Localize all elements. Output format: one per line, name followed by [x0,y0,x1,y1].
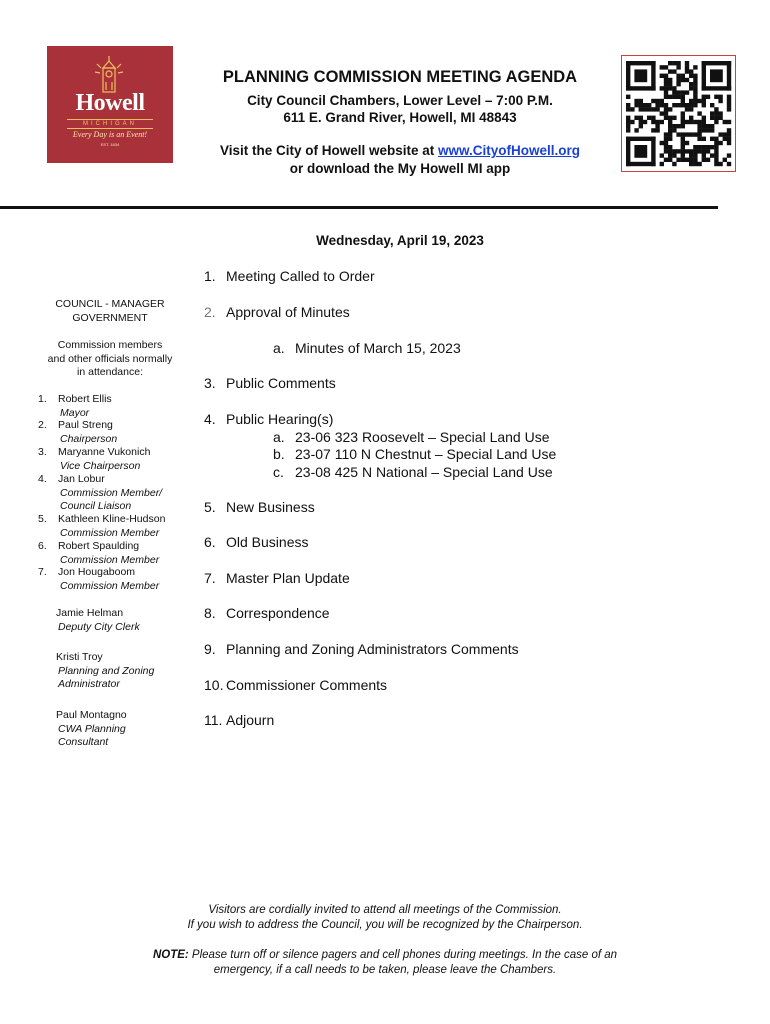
meeting-date: Wednesday, April 19, 2023 [316,233,484,248]
member-role: Council Liaison [60,500,132,512]
attend-line2: and other officials normally [47,352,173,365]
government-type [40,298,180,325]
download-line: or download the My Howell MI app [289,161,511,176]
agenda-num: 3. [204,375,216,391]
staff-item [56,709,196,750]
agenda-num: 4. [204,411,216,427]
member-num: 5. [38,513,47,525]
agenda-text: Planning and Zoning Administrators Comments [226,641,519,657]
subitem-text: 23-07 110 N Chestnut – Special Land Use [295,446,557,462]
member-role: Commission Member [60,579,160,592]
member-item [38,473,198,514]
footer-note-line2: emergency, if a call needs to be taken, please leave the Chambers. [213,964,557,976]
agenda-text: New Business [226,499,315,515]
member-name: Robert Ellis [58,393,112,405]
member-role: Commission Member/ [60,486,163,499]
agenda-num: 9. [204,641,216,657]
member-role: Vice Chairperson [60,459,141,472]
subitem-num: a. [273,340,285,356]
agenda-item [204,268,375,284]
location-line1: City Council Chambers, Lower Level – 7:00 P.M. [247,93,553,108]
attendance-note [40,339,180,380]
agenda-num: 7. [204,570,216,586]
member-name: Robert Spaulding [58,540,140,552]
gov-line2: GOVERNMENT [72,311,148,324]
agenda-num: 6. [204,534,216,550]
member-num: 3. [38,446,47,458]
staff-item [56,651,196,692]
agenda-subitem [273,446,556,462]
logo-name: Howell [75,90,145,116]
gov-line1: COUNCIL - MANAGER [55,298,165,310]
footer-line1: Visitors are cordially invited to attend all meetings of the Commission. [208,904,562,916]
agenda-item [204,534,308,550]
agenda-item [204,570,350,586]
agenda-text: Old Business [226,534,309,550]
subitem-num: a. [273,429,285,445]
note-label: NOTE: [152,949,189,961]
member-item [38,566,198,593]
member-role: Chairperson [60,432,118,445]
agenda-item [204,375,336,391]
agenda-item [204,499,315,515]
staff-role: CWA Planning [58,722,126,735]
logo-tagline: Every Day is an Event! [72,130,148,139]
staff-name: Kristi Troy [56,651,103,663]
agenda-text: Master Plan Update [226,570,350,586]
member-role: Commission Member [60,553,160,566]
page-title: PLANNING COMMISSION MEETING AGENDA [222,68,578,86]
agenda-text: Adjourn [226,712,275,728]
agenda-text: Commissioner Comments [226,677,388,693]
member-item [38,446,198,473]
agenda-item [204,641,519,657]
website-link[interactable]: www.CityofHowell.org [438,143,581,158]
agenda-num: 11. [204,712,223,728]
footer-note [0,949,770,961]
member-item [38,513,198,540]
subitem-text: Minutes of March 15, 2023 [295,340,461,356]
visit-prefix: Visit the City of Howell website at [219,143,439,158]
staff-role: Consultant [58,736,109,748]
agenda-text: Correspondence [226,605,330,621]
howell-logo [47,46,173,163]
logo-state: MICHIGAN [67,119,153,129]
agenda-item [204,411,333,427]
qr-code[interactable] [621,55,736,172]
member-num: 2. [38,419,47,431]
staff-name: Jamie Helman [56,607,124,619]
note-text: Please turn off or silence pagers and cell phones during meetings. In the case of an [188,949,618,961]
member-name: Kathleen Kline-Hudson [58,513,166,525]
header-divider [0,206,718,209]
member-num: 7. [38,566,47,578]
member-item [38,419,198,446]
agenda-text: Meeting Called to Order [226,268,375,284]
member-num: 1. [38,393,47,405]
location-line2: 611 E. Grand River, Howell, MI 48843 [283,110,517,125]
agenda-item [204,712,274,728]
member-name: Paul Streng [58,419,113,431]
member-role: Commission Member [60,526,160,539]
agenda-subitem [273,340,461,356]
footer-line2: If you wish to address the Council, you will be recognized by the Chairperson. [187,919,583,931]
agenda-num: 5. [204,499,216,515]
member-name: Maryanne Vukonich [58,446,151,458]
member-num: 6. [38,540,47,552]
agenda-subitem [273,464,553,480]
subitem-text: 23-06 323 Roosevelt – Special Land Use [295,429,550,445]
member-role: Mayor [60,406,90,419]
subitem-num: c. [273,464,284,480]
member-num: 4. [38,473,47,485]
member-item [38,393,198,420]
agenda-num: 1. [204,268,216,284]
staff-role: Administrator [58,678,120,690]
subitem-text: 23-08 425 N National – Special Land Use [295,464,553,480]
qr-code-icon [622,56,735,171]
agenda-text: Public Hearing(s) [226,411,334,427]
clock-tower-icon [93,56,125,94]
staff-role: Planning and Zoning [58,664,155,677]
visit-line [190,143,610,158]
member-item [38,540,198,567]
staff-name: Paul Montagno [56,709,127,721]
agenda-num: 8. [204,605,216,621]
agenda-item [204,677,387,693]
staff-role: Deputy City Clerk [58,620,140,633]
agenda-num: 2. [204,304,216,320]
member-name: Jan Lobur [58,473,105,485]
attend-line1: Commission members [57,339,163,351]
agenda-subitem [273,429,550,445]
logo-established: EST. 1834 [100,142,120,147]
staff-item [56,607,196,634]
agenda-text: Public Comments [226,375,336,391]
agenda-item [204,304,350,320]
member-name: Jon Hougaboom [58,566,136,578]
agenda-num: 10. [204,677,224,693]
attend-line3: in attendance: [77,366,143,378]
agenda-item [204,605,330,621]
subitem-num: b. [273,446,285,462]
agenda-text: Approval of Minutes [226,304,350,320]
